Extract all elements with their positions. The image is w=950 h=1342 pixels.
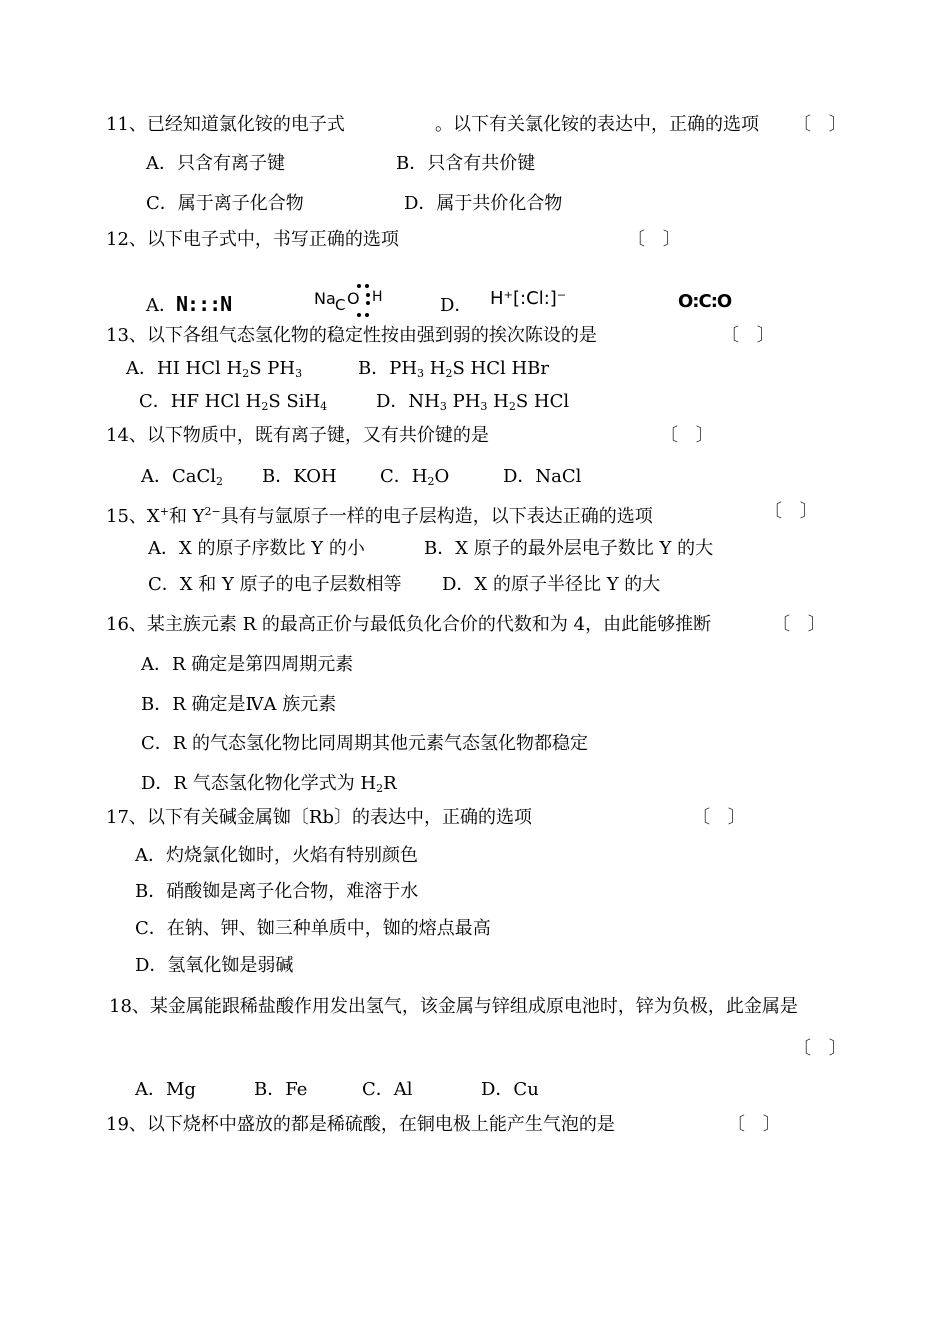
q18-stem: 18、某金属能跟稀盐酸作用发出氢气，该金属与锌组成原电池时，锌为负极，此金属是 [109,996,798,1017]
q14-option-b: B．KOH [262,466,337,487]
q18-option-a: A．Mg [135,1079,196,1100]
q13-stem: 13、以下各组气态氢化物的稳定性按由强到弱的挨次陈设的是 [106,325,597,346]
q16-answer-bracket: 〔 〕 [772,614,832,635]
q12-option-a-label: A． [146,295,177,316]
q13-option-a: A．HI HCl $H_2S$ $PH_3$ [126,358,303,380]
q14-option-d: D．NaCl [503,466,582,487]
q17-option-d: D．氢氧化铷是弱碱 [135,955,294,976]
q15-option-c: C．X 和 Y 原子的电子层数相等 [148,574,402,595]
q19-answer-bracket: 〔 〕 [727,1114,787,1135]
q12-option-d-label: D． [440,295,473,316]
q12-stem: 12、以下电子式中，书写正确的选项 [106,229,399,250]
q12-naoh-c: C [335,296,346,314]
q11-option-b: B．只含有共价键 [396,153,536,174]
q13-option-c: C．HF HCl $H_2S$ SiH$_4$ [139,391,328,413]
electron-dot [366,301,370,305]
q11-option-a: A．只含有离子键 [146,153,285,174]
q15-option-a: A．X 的原子序数比 Y 的小 [148,538,365,559]
q11-stem-part1: 11、已经知道氯化铵的电子式 [106,114,345,135]
q14-option-c: C．$H_2O$ [380,466,450,488]
q15-option-b: B．X 原子的最外层电子数比 Y 的大 [424,538,714,559]
q17-answer-bracket: 〔 〕 [692,807,752,828]
q16-option-d: D．R 气态氢化物化学式为 $H_2R$ [141,773,397,795]
q14-answer-bracket: 〔 〕 [660,425,720,446]
q13-option-b: B．$PH_3$ $H_2S$ HCl HBr [358,358,549,380]
q18-option-c: C．Al [362,1079,413,1100]
q11-option-d: D．属于共价化合物 [404,193,563,214]
q17-option-a: A．灼烧氯化铷时，火焰有特别颜色 [135,845,418,866]
q18-option-b: B．Fe [254,1079,308,1100]
q12-co2-formula: O:C:O [678,291,732,312]
q14-stem: 14、以下物质中，既有离子键，又有共价键的是 [106,425,489,446]
q12-naoh-o: O [347,289,360,308]
q16-stem: 16、某主族元素 R 的最高正价与最低负化合价的代数和为 4，由此能够推断 [106,614,712,635]
q14-option-a: A．CaCl$_2$ [141,466,224,488]
q18-answer-bracket: 〔 〕 [793,1038,853,1059]
electron-dot [366,293,370,297]
electron-dot [365,284,369,288]
q16-option-c: C．R 的气态氢化物比同周期其他元素气态氢化物都稳定 [141,733,589,754]
q13-answer-bracket: 〔 〕 [721,325,781,346]
q12-hcl-formula: H⁺[:Cl:]⁻ [490,288,567,309]
q15-option-d: D．X 的原子半径比 Y 的大 [442,574,661,595]
q16-option-b: B．R 确定是ⅣA 族元素 [141,694,337,715]
electron-dot [357,284,361,288]
q17-option-c: C．在钠、钾、铷三种单质中，铷的熔点最高 [135,918,491,939]
q13-option-d: D．$NH_3$ $PH_3$ $H_2S$ HCl [376,391,570,413]
electron-dot [365,313,369,317]
q16-option-a: A．R 确定是第四周期元素 [141,654,354,675]
q11-option-c: C．属于离子化合物 [146,193,304,214]
q18-option-d: D．Cu [481,1079,539,1100]
q11-answer-bracket: 〔 〕 [793,114,853,135]
q12-n2-formula: N:::N [176,292,232,316]
q17-stem: 17、以下有关碱金属铷〔Rb〕的表达中，正确的选项 [106,807,532,828]
q19-stem: 19、以下烧杯中盛放的都是稀硫酸，在铜电极上能产生气泡的是 [106,1114,615,1135]
q17-option-b: B．硝酸铷是离子化合物，难溶于水 [135,881,419,902]
electron-dot [357,313,361,317]
q12-naoh-h: H [372,289,383,305]
q11-stem-part2: 。以下有关氯化铵的表达中，正确的选项 [435,114,759,135]
q12-answer-bracket: 〔 〕 [627,229,687,250]
q15-answer-bracket: 〔 〕 [764,501,824,522]
q12-naoh-na: Na [314,289,336,308]
q15-stem: 15、X+和 $Y^{2-}$具有与氩原子一样的电子层构造，以下表达正确的选项 [106,505,653,527]
